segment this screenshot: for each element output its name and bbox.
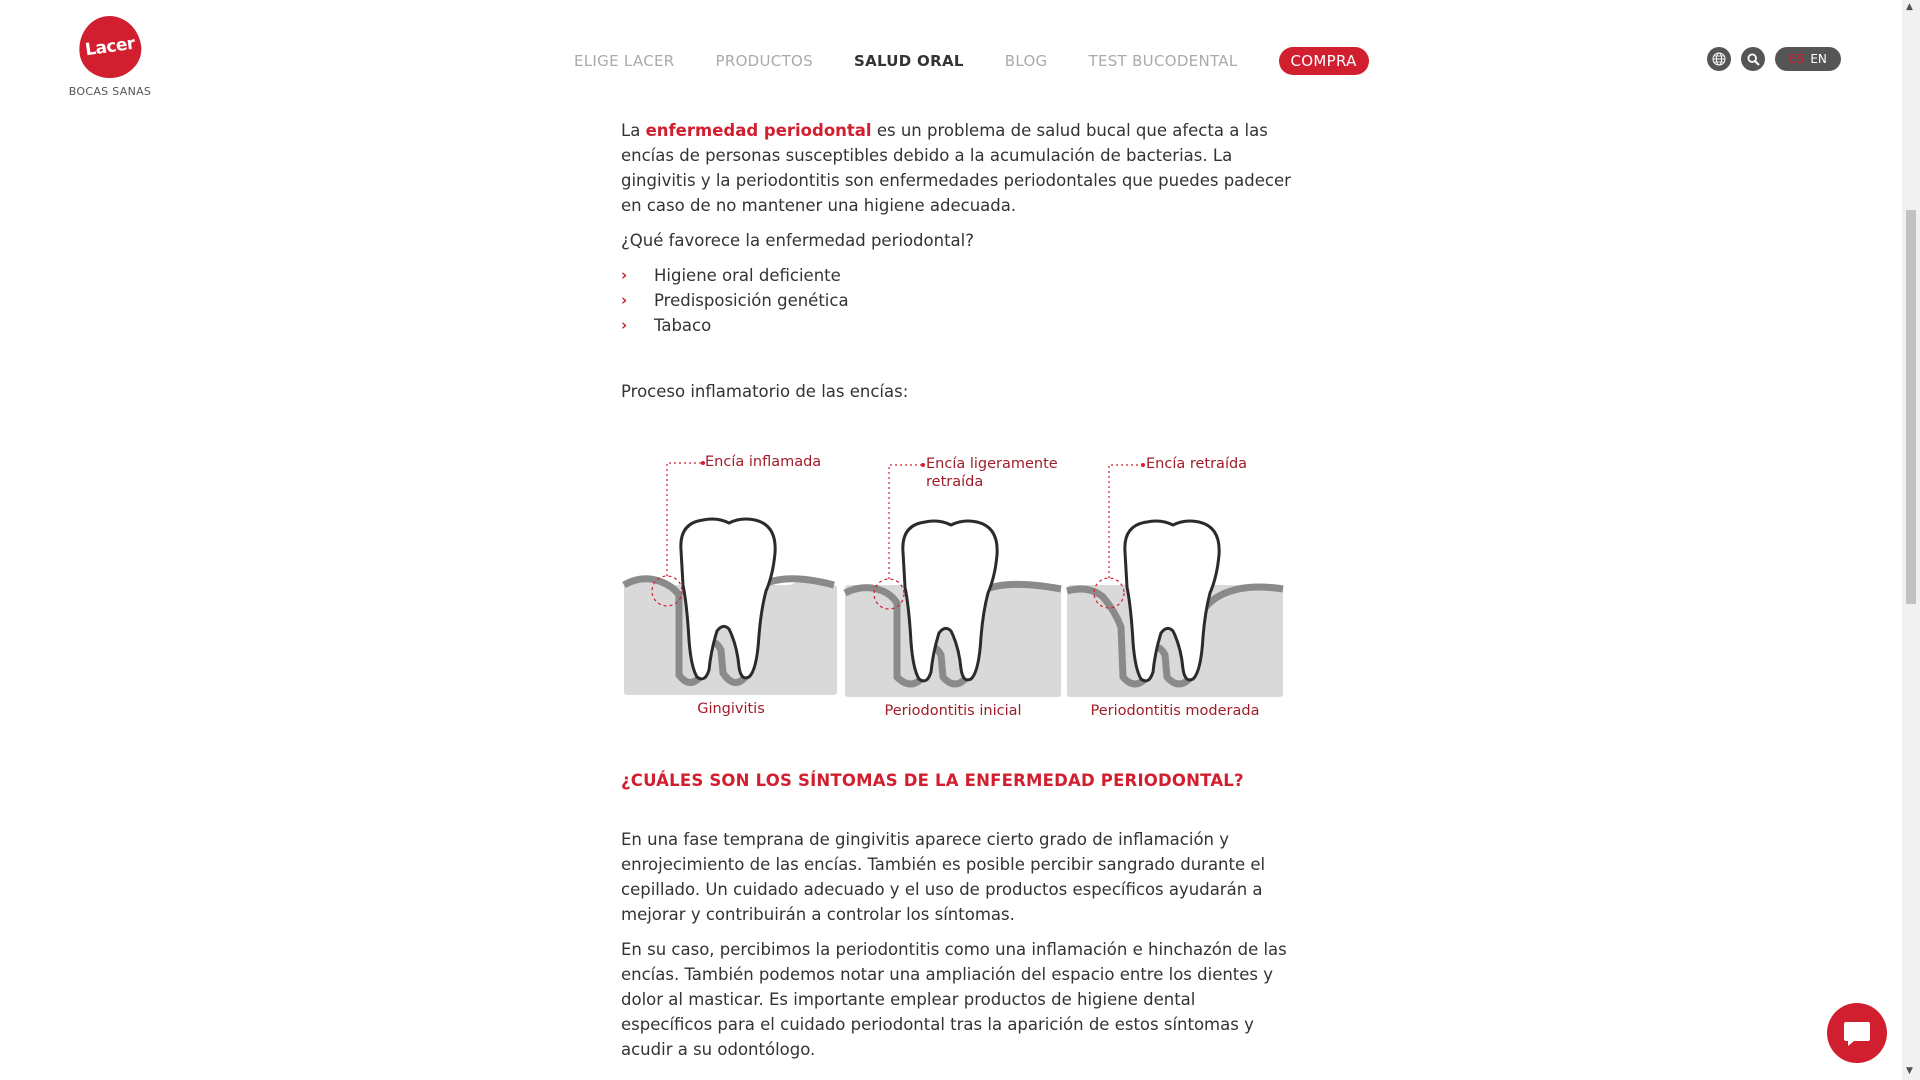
symptoms-paragraph-1: En una fase temprana de gingivitis aparece cierto grado de inflamación y enrojecimiento de las encías. También es posible percibir sangrado durante el cepillado. Un cuidado adecuado y el uso de productos específicos ayudarán a mejorar y contribuirán a controlar los síntomas. <box>621 830 1266 924</box>
scrollbar-thumb[interactable] <box>1906 210 1916 604</box>
lang-es[interactable]: ES <box>1789 52 1805 66</box>
page-scrollbar[interactable] <box>1902 0 1920 1080</box>
site-header <box>0 0 1902 120</box>
nav-item-blog[interactable]: BLOG <box>1004 52 1048 70</box>
logo-tagline: BOCAS SANAS <box>68 85 152 98</box>
factor-text: Predisposición genética <box>654 291 849 310</box>
list-item <box>621 313 1291 338</box>
lang-en[interactable]: EN <box>1810 52 1827 66</box>
annotation-encia-retraida: Encía retraída <box>1146 456 1248 472</box>
caption-periodontitis-moderada: Periodontitis moderada <box>1090 703 1260 719</box>
chevron-right-icon: › <box>621 291 628 309</box>
search-icon[interactable] <box>1741 47 1765 71</box>
symptoms-heading: ¿CUÁLES SON LOS SÍNTOMAS DE LA ENFERMEDAD PERIODONTAL? <box>621 771 1244 790</box>
question-paragraph: ¿Qué favorece la enfermedad periodontal? <box>621 231 974 250</box>
nav-item-test-bucodental[interactable]: TEST BUCODENTAL <box>1088 52 1238 70</box>
process-label: Proceso inflamatorio de las encías: <box>621 382 909 401</box>
lacer-logo[interactable] <box>60 16 160 98</box>
scroll-up-arrow-icon[interactable]: ▲ <box>1906 2 1913 12</box>
scroll-down-arrow-icon[interactable]: ▼ <box>1906 1066 1913 1076</box>
annotation-encia-ligeramente-retraida: Encía ligeramente retraída <box>926 456 1058 490</box>
intro-paragraph <box>621 118 1291 218</box>
stage-periodontitis-moderada-panel <box>1067 463 1283 697</box>
factors-list <box>621 263 1291 338</box>
caption-periodontitis-inicial: Periodontitis inicial <box>884 703 1022 719</box>
stage-periodontitis-inicial-panel <box>845 463 1061 697</box>
factor-text: Tabaco <box>654 316 712 335</box>
nav-item-salud-oral[interactable]: SALUD ORAL <box>853 52 964 70</box>
chevron-right-icon: › <box>621 316 628 334</box>
nav-item-elige-lacer[interactable]: ELIGE LACER <box>574 52 675 70</box>
intro-rest: es un problema de salud bucal que afecta a las encías de personas susceptibles debido a la acumulación de bacterias. La gingivitis y la periodontitis son enfermedades periodontales que puedes padecer en caso de no mantener una higiene adecuada. <box>621 121 1291 215</box>
language-switcher[interactable] <box>1775 47 1841 71</box>
gum-disease-illustration <box>621 445 1286 725</box>
list-item <box>621 288 1291 313</box>
intro-prefix: La <box>621 121 646 140</box>
logo-mark <box>75 12 145 82</box>
chat-bubble-icon <box>1842 1019 1872 1047</box>
symptoms-paragraph-2: En su caso, percibimos la periodontitis como una inflamación e hinchazón de las encías. También podemos notar una ampliación del espacio entre los dientes y dolor al masticar. Es importante emplear productos de higiene dental específicos para el cuidado periodontal tras la aparición de estos síntomas y acudir a su odontólogo. <box>621 940 1287 1059</box>
caption-gingivitis: Gingivitis <box>697 701 765 717</box>
intro-highlight: enfermedad periodontal <box>645 121 872 140</box>
chat-button[interactable] <box>1827 1003 1887 1063</box>
article-body <box>621 118 1291 338</box>
nav-item-productos[interactable]: PRODUCTOS <box>715 52 813 70</box>
list-item <box>621 263 1291 288</box>
globe-icon[interactable] <box>1707 47 1731 71</box>
logo-text: Lacer <box>83 33 137 61</box>
compra-button[interactable]: COMPRA <box>1279 47 1369 75</box>
annotation-encia-inflamada: Encía inflamada <box>705 454 822 470</box>
symptoms-body <box>621 827 1291 1072</box>
chevron-right-icon: › <box>621 266 628 284</box>
header-tools <box>1707 47 1841 71</box>
factor-text: Higiene oral deficiente <box>654 266 841 285</box>
stage-gingivitis-panel <box>624 461 837 695</box>
main-nav <box>574 47 1369 75</box>
